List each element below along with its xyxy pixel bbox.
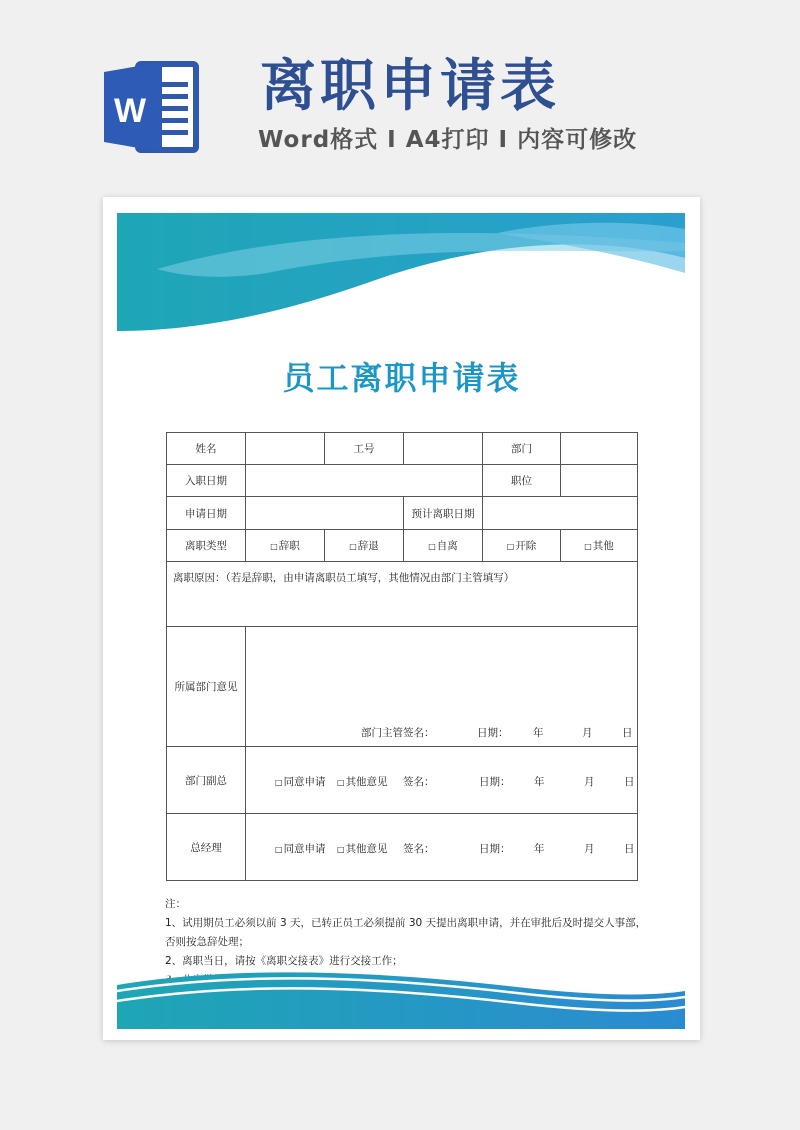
type-option-label: 辞职 <box>278 540 300 552</box>
name-field[interactable] <box>245 432 325 465</box>
other-opinion-label: 其他意见 <box>345 776 388 788</box>
general-manager-approval-box <box>245 813 638 881</box>
year-label: 年 <box>533 727 544 739</box>
position-field[interactable] <box>560 464 638 497</box>
checkbox-icon <box>270 540 279 552</box>
type-option-label: 辞退 <box>357 540 379 552</box>
vice-other-option[interactable] <box>337 774 388 789</box>
hire-date-field[interactable] <box>245 464 483 497</box>
department-label: 部门 <box>482 432 561 465</box>
type-option-dismissed[interactable] <box>324 529 404 562</box>
position-label: 职位 <box>482 464 561 497</box>
date-label: 日期： <box>477 727 509 739</box>
dept-opinion-box[interactable] <box>245 626 638 747</box>
vice-agree-option[interactable] <box>275 774 326 789</box>
document-page <box>103 197 700 1040</box>
month-label: 月 <box>582 727 593 739</box>
type-option-label: 自离 <box>436 540 458 552</box>
vice-president-label: 部门副总 <box>166 746 246 814</box>
employee-id-field[interactable] <box>403 432 483 465</box>
leave-reason-label: 离职原因：（若是辞职，由申请离职员工填写，其他情况由部门主管填写） <box>173 572 515 584</box>
year-label: 年 <box>534 776 545 788</box>
type-option-label: 其他 <box>592 540 614 552</box>
date-label: 日期： <box>479 843 511 855</box>
month-label: 月 <box>584 776 595 788</box>
type-option-expelled[interactable] <box>482 529 561 562</box>
notes-heading: 注： <box>165 898 186 910</box>
note-line: 否则按急辞处理； <box>165 936 249 948</box>
agree-label: 同意申请 <box>283 843 326 855</box>
department-field[interactable] <box>560 432 638 465</box>
vice-president-approval-box <box>245 746 638 814</box>
apply-date-field[interactable] <box>245 496 404 530</box>
hire-date-label: 入职日期 <box>166 464 246 497</box>
word-icon-letter: W <box>113 92 147 130</box>
apply-date-label: 申请日期 <box>166 496 246 530</box>
employee-id-label: 工号 <box>324 432 404 465</box>
header-subtitle: Word格式 I A4打印 I 内容可修改 <box>258 127 638 153</box>
checkbox-icon <box>275 843 284 855</box>
expected-leave-date-label: 预计离职日期 <box>403 496 483 530</box>
top-wave-decoration <box>117 213 685 333</box>
document-title: 员工离职申请表 <box>282 359 521 397</box>
leave-type-label: 离职类型 <box>166 529 246 562</box>
name-label: 姓名 <box>166 432 246 465</box>
checkbox-icon <box>507 540 516 552</box>
note-line: 1、试用期员工必须以前 3 天，已转正员工必须提前 30 天提出离职申请，并在审批后及时提交人事部， <box>165 917 647 929</box>
checkbox-icon <box>584 540 593 552</box>
type-option-other[interactable] <box>560 529 638 562</box>
month-label: 月 <box>584 843 595 855</box>
day-label: 日 <box>624 843 635 855</box>
word-icon <box>104 60 200 154</box>
date-label: 日期： <box>479 776 511 788</box>
agree-label: 同意申请 <box>283 776 326 788</box>
dept-manager-sign-label: 部门主管签名： <box>361 727 435 739</box>
note-line: 2、离职当日，请按《离职交接表》进行交接工作； <box>165 955 403 967</box>
leave-reason-box[interactable] <box>166 561 638 627</box>
expected-leave-date-field[interactable] <box>482 496 638 530</box>
checkbox-icon <box>275 776 284 788</box>
bottom-wave-decoration <box>117 957 685 1029</box>
checkbox-icon <box>428 540 437 552</box>
gm-other-option[interactable] <box>337 841 388 856</box>
year-label: 年 <box>534 843 545 855</box>
gm-agree-option[interactable] <box>275 841 326 856</box>
type-option-self-leave[interactable] <box>403 529 483 562</box>
type-option-resign[interactable] <box>245 529 325 562</box>
general-manager-label: 总经理 <box>166 813 246 881</box>
header-title: 离职申请表 <box>260 54 560 119</box>
checkbox-icon <box>337 776 346 788</box>
gm-sign-label: 签名： <box>403 843 435 855</box>
checkbox-icon <box>349 540 358 552</box>
checkbox-icon <box>337 843 346 855</box>
day-label: 日 <box>622 727 633 739</box>
type-option-label: 开除 <box>515 540 537 552</box>
day-label: 日 <box>624 776 635 788</box>
vice-sign-label: 签名： <box>403 776 435 788</box>
resignation-form-table <box>166 432 638 881</box>
dept-opinion-label: 所属部门意见 <box>166 626 246 747</box>
other-opinion-label: 其他意见 <box>345 843 388 855</box>
